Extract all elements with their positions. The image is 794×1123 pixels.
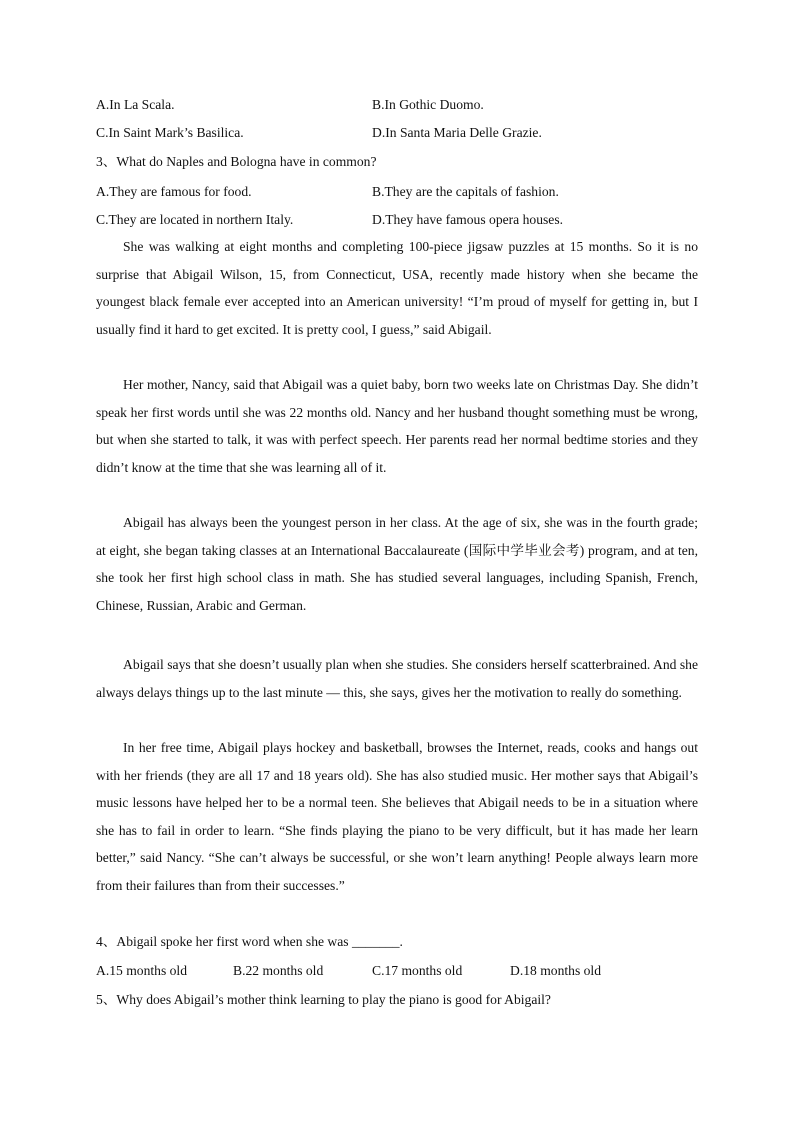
q4-option-a: A.15 months old xyxy=(96,963,188,978)
q2-option-d: D.In Santa Maria Delle Grazie. xyxy=(372,125,542,140)
q3-option-a: A.They are famous for food. xyxy=(96,184,252,199)
passage-paragraph-1: She was walking at eight months and completing 100-piece jigsaw puzzles at 15 months. So it is no surprise that Abigail Wilson, 15, from Connecticut, USA, recently made history when she became the youngest black female ever accepted into an American university! “I’m proud of myself for getting in, but I usually find it hard to get excited. It is pretty cool, I guess,” said Abigail. xyxy=(96,239,698,337)
q3-option-c: C.They are located in northern Italy. xyxy=(96,212,294,227)
q2-option-b: B.In Gothic Duomo. xyxy=(372,97,484,112)
q4-question: 4、Abigail spoke her first word when she was _______. xyxy=(96,934,403,949)
q4-option-c: C.17 months old xyxy=(372,963,463,978)
q3-question: 3、What do Naples and Bologna have in common? xyxy=(96,154,377,169)
q3-option-d: D.They have famous opera houses. xyxy=(372,212,564,227)
passage-paragraph-5: In her free time, Abigail plays hockey and basketball, browses the Internet, reads, cooks and hangs out with her friends (they are all 17 and 18 years old). She has also studied music. Her mother says that Abigail’s music lessons have helped her to be a normal teen. She believes that Abigail needs to be in a situation where she has to fail in order to learn. “She finds playing the piano to be very difficult, but it has made her learn better,” said Nancy. “She can’t always be successful, or she won’t learn anything! People always learn more from their failures than from their successes.” xyxy=(96,740,698,893)
q2-option-a: A.In La Scala. xyxy=(96,97,175,112)
passage-paragraph-2: Her mother, Nancy, said that Abigail was a quiet baby, born two weeks late on Christmas Day. She didn’t speak her first words until she was 22 months old. Nancy and her husband thought something must be wrong, but when she started to talk, it was with perfect speech. Her parents read her normal bedtime stories and they didn’t know at the time that she was learning all of it. xyxy=(96,377,698,475)
q2-option-c: C.In Saint Mark’s Basilica. xyxy=(96,125,244,140)
passage-paragraph-3: Abigail has always been the youngest person in her class. At the age of six, she was in the fourth grade; at eight, she began taking classes at an International Baccalaureate (国际中学毕业会考) program, and at ten, she took her first high school class in math. She has studied several languages, including Spanish, French, Chinese, Russian, Arabic and German. xyxy=(96,515,698,613)
q4-option-b: B.22 months old xyxy=(233,963,324,978)
q5-question: 5、Why does Abigail’s mother think learning to play the piano is good for Abigail? xyxy=(96,992,551,1007)
q3-option-b: B.They are the capitals of fashion. xyxy=(372,184,559,199)
passage-paragraph-4: Abigail says that she doesn’t usually plan when she studies. She considers herself scatterbrained. And she always delays things up to the last minute — this, she says, gives her the motivation to really do something. xyxy=(96,657,698,700)
q4-option-d: D.18 months old xyxy=(510,963,602,978)
